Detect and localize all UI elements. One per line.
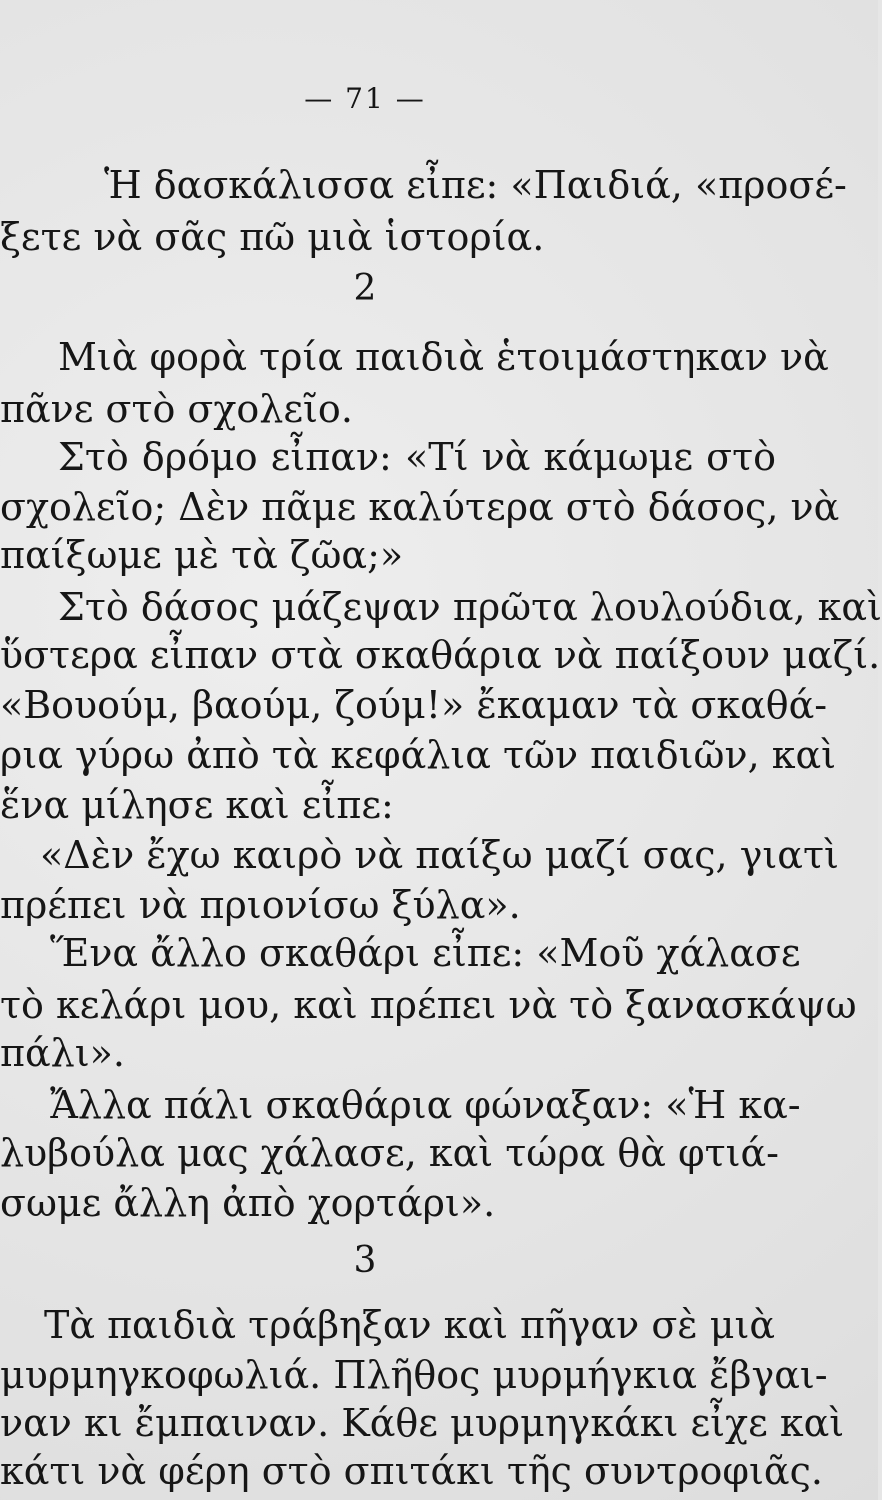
text-line: πάλι». <box>0 1031 125 1075</box>
text-line: λυβούλα μας χάλασε, καὶ τώρα θὰ φτιά- <box>0 1131 780 1175</box>
text-line: «Βουούμ, βαούμ, ζούμ!» ἔκαμαν τὰ σκαθά- <box>0 683 828 727</box>
section-heading-2: 2 <box>353 268 377 309</box>
text-line: τὸ κελάρι μου, καὶ πρέπει νὰ τὸ ξανασκάψω <box>0 983 857 1027</box>
text-line: ὕστερα εἶπαν στὰ σκαθάρια νὰ παίξουν μαζί. <box>0 633 881 677</box>
text-line: Στὸ δάσος μάζεψαν πρῶτα λουλούδια, καὶ <box>58 585 882 629</box>
text-line: ρια γύρω ἀπὸ τὰ κεφάλια τῶν παιδιῶν, καὶ <box>0 733 837 777</box>
section-heading-3: 3 <box>353 1240 377 1281</box>
text-line: πᾶνε στὸ σχολεῖο. <box>0 387 353 431</box>
text-line: παίξωμε μὲ τὰ ζῶα;» <box>0 533 404 577</box>
text-line: κάτι νὰ φέρη στὸ σπιτάκι τῆς συντροφιᾶς. <box>0 1449 823 1493</box>
text-line: Ἄλλα πάλι σκαθάρια φώναξαν: «Ἡ κα- <box>50 1083 801 1127</box>
text-line: ναν κι ἔμπαιναν. Κάθε μυρμηγκάκι εἶχε καὶ <box>0 1401 845 1445</box>
text-line: Μιὰ φορὰ τρία παιδιὰ ἑτοιμάστηκαν νὰ <box>58 335 829 379</box>
text-line: σωμε ἄλλη ἀπὸ χορτάρι». <box>0 1181 496 1225</box>
text-line: «Δὲν ἔχω καιρὸ νὰ παίξω μαζί σας, γιατὶ <box>40 833 839 877</box>
text-line: πρέπει νὰ πριονίσω ξύλα». <box>0 883 521 927</box>
text-line: σχολεῖο; Δὲν πᾶμε καλύτερα στὸ δάσος, νὰ <box>0 485 840 529</box>
text-line: ἕνα μίλησε καὶ εἶπε: <box>0 783 394 827</box>
text-line: Ἕνα ἄλλο σκαθάρι εἶπε: «Μοῦ χάλασε <box>50 931 801 975</box>
text-line: Ἡ δασκάλισσα εἶπε: «Παιδιά, «προσέ- <box>104 163 847 207</box>
text-line: Στὸ δρόμο εἶπαν: «Τί νὰ κάμωμε στὸ <box>58 435 776 479</box>
text-line: μυρμηγκοφωλιά. Πλῆθος μυρμήγκια ἔβγαι- <box>0 1353 828 1397</box>
text-line: Τὰ παιδιὰ τράβηξαν καὶ πῆγαν σὲ μιὰ <box>44 1303 776 1347</box>
page-number: — 71 — <box>304 82 426 115</box>
text-line: ξετε νὰ σᾶς πῶ μιὰ ἱστορία. <box>0 215 545 259</box>
